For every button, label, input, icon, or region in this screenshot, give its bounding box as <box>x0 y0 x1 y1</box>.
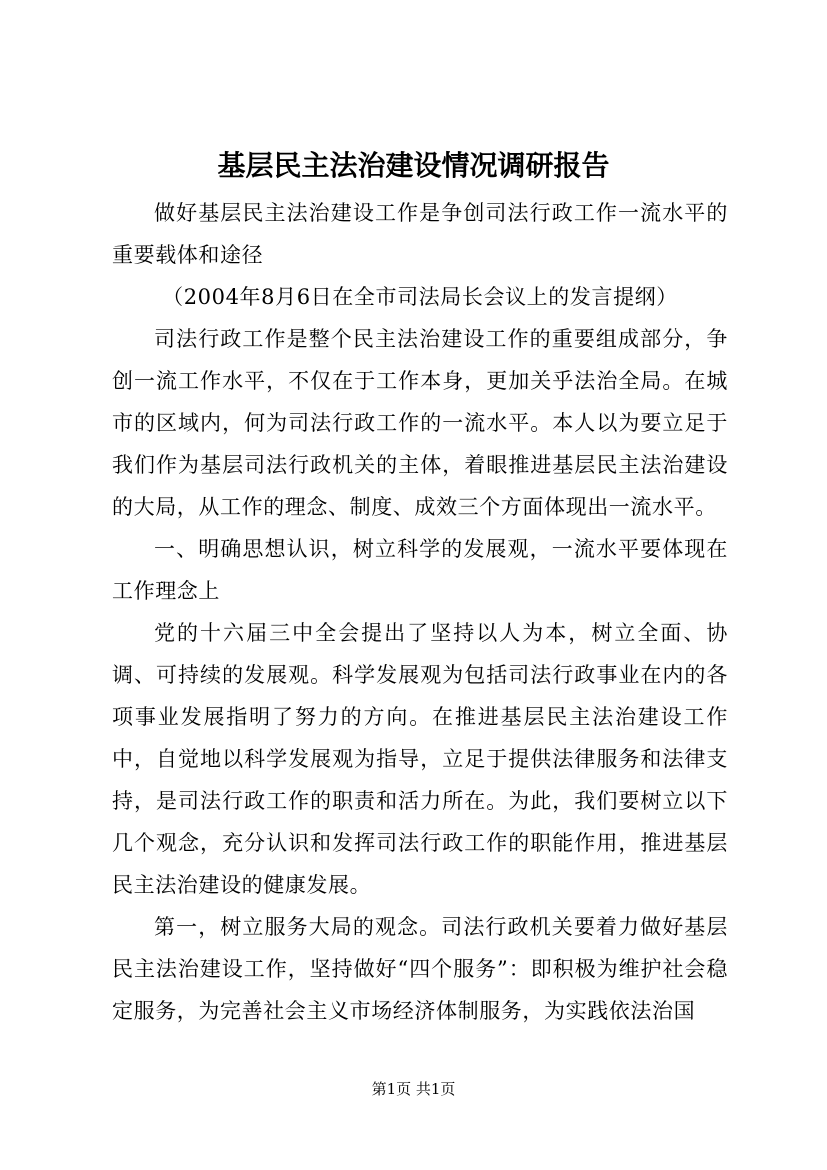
paragraph-speech-note: （2004年8月6日在全市司法局长会议上的发言提纲） <box>162 285 678 309</box>
paragraph-development-concept: 党的十六届三中全会提出了坚持以人为本，树立全面、协调、可持续的发展观。科学发展观为包括司法行政事业在内的各项事业发展指明了努力的方向。在推进基层民主法治建设工作中，自觉地以科学发展观为指导，立足于提供法律服务和法律支持，是司法行政工作的职责和活力所在。为此，我们要树立以下几个观念，充分认识和发挥司法行政工作的职能作用，推进基层民主法治建设的健康发展。 <box>112 621 728 897</box>
paragraph-intro: 司法行政工作是整个民主法治建设工作的重要组成部分，争创一流工作水平，不仅在于工作本身，更加关乎法治全局。在城市的区域内，何为司法行政工作的一流水平。本人以为要立足于我们作为基层司法行政机关的主体，着眼推进基层民主法治建设的大局，从工作的理念、制度、成效三个方面体现出一流水平。 <box>112 327 728 519</box>
document-body <box>112 192 728 1032</box>
paragraph-section-heading-1: 一、明确思想认识，树立科学的发展观，一流水平要体现在工作理念上 <box>112 537 728 603</box>
paragraph-subtitle: 做好基层民主法治建设工作是争创司法行政工作一流水平的重要载体和途径 <box>112 201 728 267</box>
paragraph-first-concept: 第一，树立服务大局的观念。司法行政机关要着力做好基层民主法治建设工作，坚持做好“四个服务”：即积极为维护社会稳定服务，为完善社会主义市场经济体制服务，为实践依法治国 <box>112 915 728 1023</box>
document-title: 基层民主法治建设情况调研报告 <box>217 149 610 182</box>
page-footer: 第1页 共1页 <box>371 1080 456 1098</box>
